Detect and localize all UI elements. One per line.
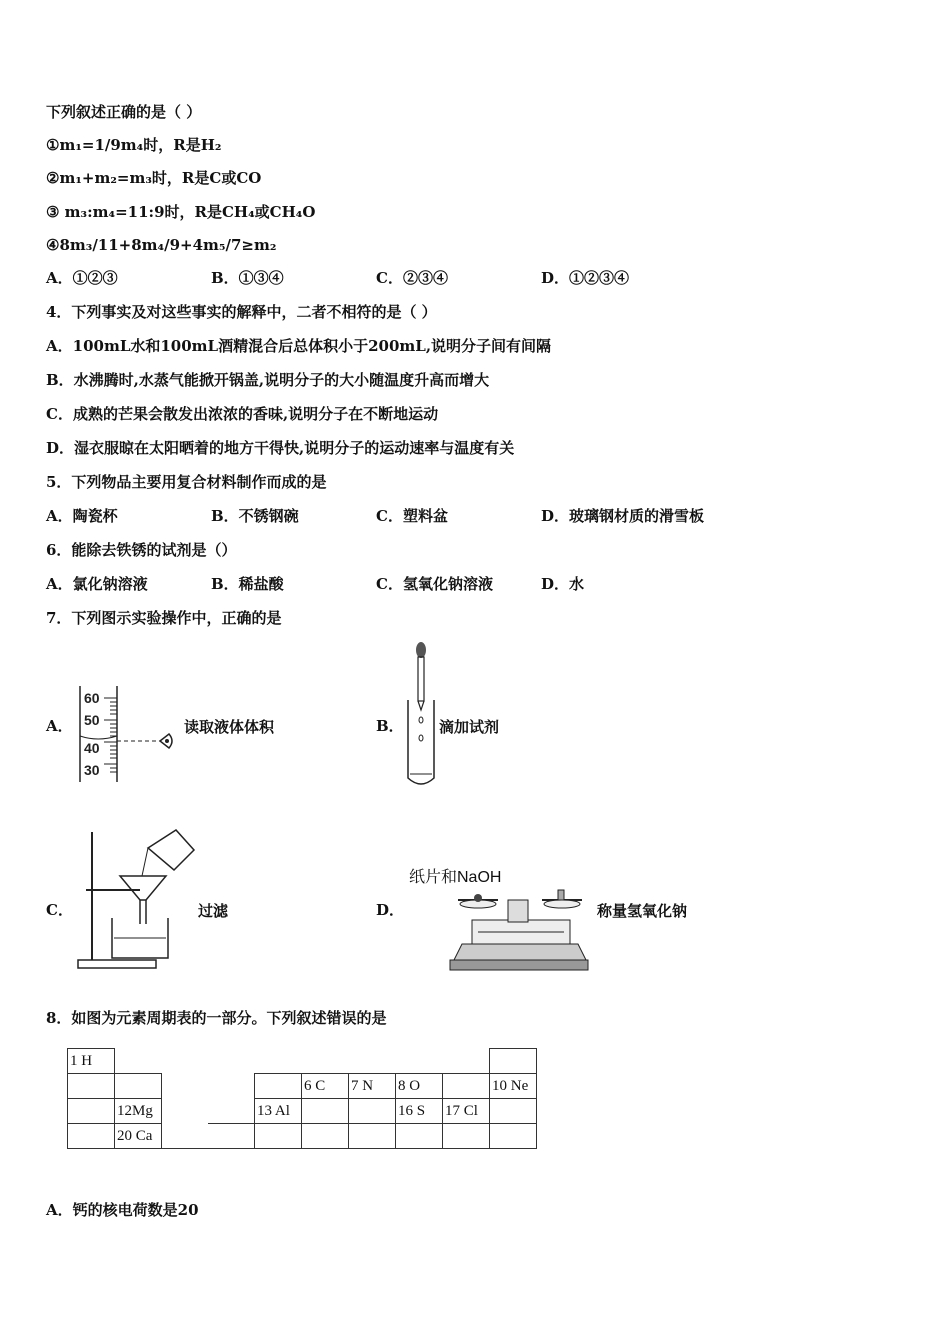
- q4-option-b: B．水沸腾时,水蒸气能掀开锅盖,说明分子的大小随温度升高而增大: [46, 371, 490, 389]
- q7-option-c-caption: 过滤: [198, 902, 229, 920]
- cylinder-tick-60: 60: [84, 690, 100, 706]
- graduated-cylinder-figure: [76, 684, 180, 786]
- q7-stem: 7．下列图示实验操作中，正确的是: [46, 609, 282, 627]
- q6-stem: 6．能除去铁锈的试剂是（）: [46, 541, 237, 559]
- q5-option-b: B．不锈钢碗: [211, 507, 299, 525]
- q6-option-b: B．稀盐酸: [211, 575, 284, 593]
- q6-option-c: C．氢氧化钠溶液: [376, 575, 493, 593]
- cylinder-tick-40: 40: [84, 740, 100, 756]
- q4-option-d: D．湿衣服晾在太阳晒着的地方干得快,说明分子的运动速率与温度有关: [46, 439, 515, 457]
- q3-statement-4: ④8m₃/11+8m₄/9+4m₅/7≥m₂: [46, 236, 277, 254]
- q4-option-a: A．100mL水和100mL酒精混合后总体积小于200mL,说明分子间有间隔: [46, 337, 552, 355]
- cylinder-tick-50: 50: [84, 712, 100, 728]
- q4-stem: 4．下列事实及对这些事实的解释中，二者不相符的是（ ）: [46, 303, 437, 321]
- cell-ca: 20 Ca: [115, 1124, 162, 1149]
- q3-option-b: B．①③④: [211, 269, 284, 287]
- q7-option-c-letter: C．: [46, 901, 73, 919]
- cell-c: 6 C: [302, 1074, 349, 1099]
- q3-option-c: C．②③④: [376, 269, 448, 287]
- balance-label: 纸片和NaOH: [409, 869, 502, 886]
- q6-option-a: A．氯化钠溶液: [46, 575, 148, 593]
- cylinder-tick-30: 30: [84, 762, 100, 778]
- cell-h: 1 H: [68, 1049, 115, 1074]
- q8-option-a: A．钙的核电荷数是20: [46, 1201, 199, 1219]
- eye-icon: [160, 734, 172, 748]
- cell-mg: 12Mg: [115, 1099, 162, 1124]
- cell-al: 13 Al: [255, 1099, 302, 1124]
- cell-o: 8 O: [396, 1074, 443, 1099]
- q3-stem: 下列叙述正确的是（ ）: [46, 103, 202, 121]
- q7-option-b-letter: B．: [376, 717, 404, 735]
- cell-n: 7 N: [349, 1074, 396, 1099]
- q5-stem: 5．下列物品主要用复合材料制作而成的是: [46, 473, 327, 491]
- cell-s: 16 S: [396, 1099, 443, 1124]
- q3-statement-1: ①m₁=1/9m₄时，R是H₂: [46, 136, 222, 154]
- q3-statement-2: ②m₁+m₂=m₃时，R是C或CO: [46, 169, 262, 187]
- q3-option-a: A．①②③: [46, 269, 118, 287]
- q5-option-c: C．塑料盆: [376, 507, 448, 525]
- balance-figure: [448, 880, 592, 974]
- q3-statement-3: ③ m₃:m₄=11:9时，R是CH₄或CH₄O: [46, 203, 316, 221]
- q5-option-a: A．陶瓷杯: [46, 507, 118, 525]
- q4-option-c: C．成熟的芒果会散发出浓浓的香味,说明分子在不断地运动: [46, 405, 439, 423]
- q3-option-d: D．①②③④: [541, 269, 630, 287]
- q6-option-d: D．水: [541, 575, 585, 593]
- q7-option-d-caption: 称量氢氧化钠: [597, 902, 688, 920]
- q5-option-d: D．玻璃钢材质的滑雪板: [541, 507, 705, 525]
- q7-option-a-caption: 读取液体体积: [184, 718, 275, 736]
- periodic-table-fragment: [67, 1048, 537, 1149]
- q7-option-a-letter: A．: [46, 717, 73, 735]
- q7-option-d-letter: D．: [376, 901, 405, 919]
- q8-stem: 8．如图为元素周期表的一部分。下列叙述错误的是: [46, 1009, 387, 1027]
- cell-ne: 10 Ne: [490, 1074, 537, 1099]
- filtration-figure: [76, 826, 198, 972]
- dropper-test-tube-figure: [400, 638, 436, 790]
- cell-cl: 17 Cl: [443, 1099, 490, 1124]
- q7-option-b-caption: 滴加试剂: [439, 718, 500, 736]
